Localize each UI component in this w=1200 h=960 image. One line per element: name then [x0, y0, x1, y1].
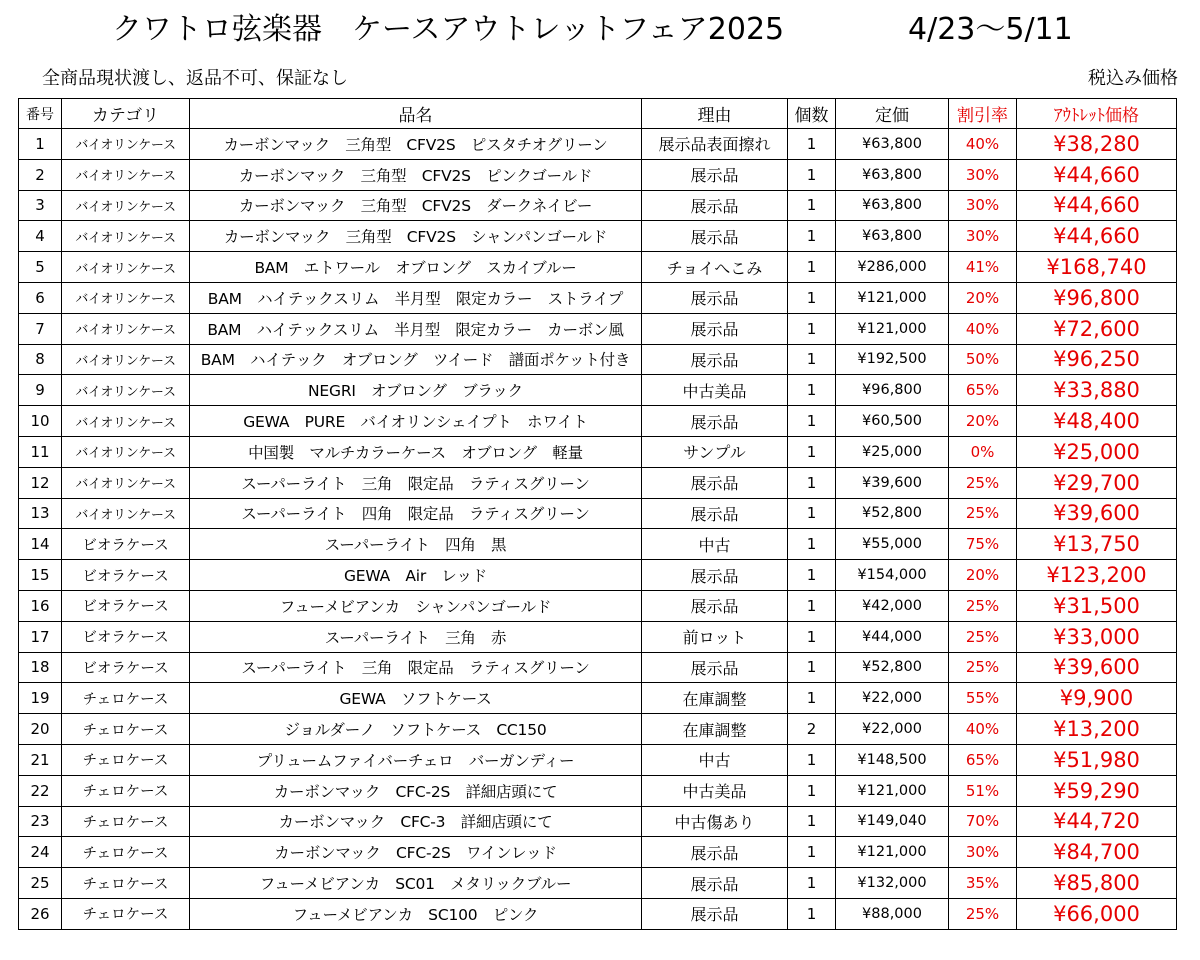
row-product-name: GEWA PURE バイオリンシェイプト ホワイト — [190, 406, 642, 437]
row-product-name: スーパーライト 四角 黒 — [190, 529, 642, 560]
header-outlet: ｱｳﾄﾚｯﾄ価格 — [1017, 99, 1177, 129]
row-outlet-price: ¥39,600 — [1017, 498, 1177, 529]
row-product-name: BAM ハイテック オブロング ツイード 譜面ポケット付き — [190, 344, 642, 375]
row-outlet-price: ¥51,980 — [1017, 744, 1177, 775]
row-reason: チョイへこみ — [642, 252, 788, 283]
row-outlet-price: ¥13,750 — [1017, 529, 1177, 560]
row-discount-rate: 30% — [949, 190, 1017, 221]
row-reason: 展示品表面擦れ — [642, 129, 788, 160]
row-quantity: 1 — [788, 775, 836, 806]
row-category: ビオラケース — [62, 590, 190, 621]
row-category: チェロケース — [62, 744, 190, 775]
row-outlet-price: ¥9,900 — [1017, 683, 1177, 714]
row-discount-rate: 50% — [949, 344, 1017, 375]
row-number: 4 — [19, 221, 62, 252]
row-list-price: ¥121,000 — [836, 313, 949, 344]
row-quantity: 1 — [788, 313, 836, 344]
row-number: 13 — [19, 498, 62, 529]
row-list-price: ¥149,040 — [836, 806, 949, 837]
row-reason: 中古美品 — [642, 375, 788, 406]
row-number: 5 — [19, 252, 62, 283]
row-outlet-price: ¥13,200 — [1017, 714, 1177, 745]
row-reason: 中古美品 — [642, 775, 788, 806]
row-product-name: BAM エトワール オブロング スカイブルー — [190, 252, 642, 283]
row-reason: 展示品 — [642, 868, 788, 899]
row-list-price: ¥22,000 — [836, 714, 949, 745]
header-no: 番号 — [19, 99, 62, 129]
table-row — [19, 159, 1177, 190]
tax-note: 税込み価格 — [1088, 68, 1178, 89]
row-number: 3 — [19, 190, 62, 221]
row-quantity: 1 — [788, 159, 836, 190]
row-number: 11 — [19, 436, 62, 467]
row-product-name: スーパーライト 四角 限定品 ラティスグリーン — [190, 498, 642, 529]
row-discount-rate: 20% — [949, 282, 1017, 313]
row-discount-rate: 25% — [949, 652, 1017, 683]
header-rate: 割引率 — [949, 99, 1017, 129]
row-outlet-price: ¥25,000 — [1017, 436, 1177, 467]
row-quantity: 1 — [788, 837, 836, 868]
table-row — [19, 683, 1177, 714]
row-category: バイオリンケース — [62, 221, 190, 252]
row-category: チェロケース — [62, 683, 190, 714]
row-quantity: 1 — [788, 375, 836, 406]
row-number: 23 — [19, 806, 62, 837]
row-category: ビオラケース — [62, 529, 190, 560]
row-discount-rate: 25% — [949, 498, 1017, 529]
table-row — [19, 313, 1177, 344]
row-list-price: ¥96,800 — [836, 375, 949, 406]
row-number: 16 — [19, 590, 62, 621]
row-discount-rate: 55% — [949, 683, 1017, 714]
row-reason: 展示品 — [642, 498, 788, 529]
row-outlet-price: ¥84,700 — [1017, 837, 1177, 868]
row-product-name: フューメビアンカ SC01 メタリックブルー — [190, 868, 642, 899]
row-quantity: 1 — [788, 282, 836, 313]
row-quantity: 1 — [788, 590, 836, 621]
table-row — [19, 190, 1177, 221]
header-category: カテゴリ — [62, 99, 190, 129]
row-number: 19 — [19, 683, 62, 714]
row-discount-rate: 25% — [949, 467, 1017, 498]
row-list-price: ¥154,000 — [836, 560, 949, 591]
table-row — [19, 529, 1177, 560]
row-category: バイオリンケース — [62, 467, 190, 498]
table-row — [19, 221, 1177, 252]
row-outlet-price: ¥44,720 — [1017, 806, 1177, 837]
row-category: バイオリンケース — [62, 406, 190, 437]
row-product-name: BAM ハイテックスリム 半月型 限定カラー カーボン風 — [190, 313, 642, 344]
row-category: ビオラケース — [62, 560, 190, 591]
row-quantity: 1 — [788, 467, 836, 498]
row-category: ビオラケース — [62, 621, 190, 652]
row-reason: 在庫調整 — [642, 683, 788, 714]
row-quantity: 1 — [788, 498, 836, 529]
row-discount-rate: 40% — [949, 129, 1017, 160]
row-number: 15 — [19, 560, 62, 591]
row-product-name: GEWA Air レッド — [190, 560, 642, 591]
row-number: 12 — [19, 467, 62, 498]
row-number: 8 — [19, 344, 62, 375]
row-number: 21 — [19, 744, 62, 775]
row-number: 22 — [19, 775, 62, 806]
row-discount-rate: 70% — [949, 806, 1017, 837]
row-product-name: フューメビアンカ SC100 ピンク — [190, 898, 642, 929]
row-reason: 展示品 — [642, 313, 788, 344]
row-discount-rate: 40% — [949, 714, 1017, 745]
table-row — [19, 498, 1177, 529]
row-reason: 展示品 — [642, 406, 788, 437]
row-number: 6 — [19, 282, 62, 313]
row-list-price: ¥148,500 — [836, 744, 949, 775]
header-reason: 理由 — [642, 99, 788, 129]
row-product-name: 中国製 マルチカラーケース オブロング 軽量 — [190, 436, 642, 467]
row-product-name: カーボンマック 三角型 CFV2S シャンパンゴールド — [190, 221, 642, 252]
row-quantity: 1 — [788, 129, 836, 160]
row-quantity: 1 — [788, 898, 836, 929]
row-product-name: NEGRI オブロング ブラック — [190, 375, 642, 406]
row-product-name: カーボンマック CFC-3 詳細店頭にて — [190, 806, 642, 837]
page-header — [0, 0, 1200, 46]
row-category: バイオリンケース — [62, 344, 190, 375]
row-category: チェロケース — [62, 806, 190, 837]
table-row — [19, 775, 1177, 806]
row-reason: 展示品 — [642, 898, 788, 929]
row-product-name: プリュームファイバーチェロ バーガンディー — [190, 744, 642, 775]
row-product-name: フューメビアンカ シャンパンゴールド — [190, 590, 642, 621]
row-product-name: スーパーライト 三角 赤 — [190, 621, 642, 652]
row-product-name: カーボンマック CFC-2S ワインレッド — [190, 837, 642, 868]
row-outlet-price: ¥96,800 — [1017, 282, 1177, 313]
row-product-name: スーパーライト 三角 限定品 ラティスグリーン — [190, 467, 642, 498]
row-product-name: カーボンマック 三角型 CFV2S ピンクゴールド — [190, 159, 642, 190]
row-outlet-price: ¥33,880 — [1017, 375, 1177, 406]
row-list-price: ¥192,500 — [836, 344, 949, 375]
row-list-price: ¥63,800 — [836, 159, 949, 190]
row-product-name: カーボンマック CFC-2S 詳細店頭にて — [190, 775, 642, 806]
table-row — [19, 344, 1177, 375]
row-number: 1 — [19, 129, 62, 160]
row-number: 9 — [19, 375, 62, 406]
row-outlet-price: ¥44,660 — [1017, 159, 1177, 190]
table-row — [19, 744, 1177, 775]
row-product-name: カーボンマック 三角型 CFV2S ピスタチオグリーン — [190, 129, 642, 160]
row-outlet-price: ¥96,250 — [1017, 344, 1177, 375]
table-row — [19, 436, 1177, 467]
table-row — [19, 806, 1177, 837]
page-title: クワトロ弦楽器 ケースアウトレットフェア2025 — [112, 12, 785, 47]
row-category: バイオリンケース — [62, 190, 190, 221]
table-row — [19, 898, 1177, 929]
row-list-price: ¥121,000 — [836, 837, 949, 868]
row-category: ビオラケース — [62, 652, 190, 683]
row-category: バイオリンケース — [62, 436, 190, 467]
row-outlet-price: ¥38,280 — [1017, 129, 1177, 160]
row-quantity: 1 — [788, 344, 836, 375]
row-list-price: ¥52,800 — [836, 498, 949, 529]
row-number: 7 — [19, 313, 62, 344]
row-reason: 展示品 — [642, 190, 788, 221]
row-outlet-price: ¥168,740 — [1017, 252, 1177, 283]
row-outlet-price: ¥48,400 — [1017, 406, 1177, 437]
row-number: 14 — [19, 529, 62, 560]
row-list-price: ¥63,800 — [836, 221, 949, 252]
row-category: バイオリンケース — [62, 252, 190, 283]
row-list-price: ¥63,800 — [836, 190, 949, 221]
row-discount-rate: 65% — [949, 375, 1017, 406]
row-reason: 中古 — [642, 744, 788, 775]
row-reason: 展示品 — [642, 837, 788, 868]
row-quantity: 1 — [788, 806, 836, 837]
row-reason: 展示品 — [642, 344, 788, 375]
row-outlet-price: ¥31,500 — [1017, 590, 1177, 621]
table-row — [19, 375, 1177, 406]
row-product-name: カーボンマック 三角型 CFV2S ダークネイビー — [190, 190, 642, 221]
row-outlet-price: ¥59,290 — [1017, 775, 1177, 806]
row-discount-rate: 30% — [949, 837, 1017, 868]
row-outlet-price: ¥85,800 — [1017, 868, 1177, 899]
row-category: バイオリンケース — [62, 498, 190, 529]
row-reason: 展示品 — [642, 221, 788, 252]
row-discount-rate: 30% — [949, 159, 1017, 190]
row-outlet-price: ¥39,600 — [1017, 652, 1177, 683]
table-row — [19, 252, 1177, 283]
table-row — [19, 406, 1177, 437]
row-number: 2 — [19, 159, 62, 190]
row-quantity: 1 — [788, 436, 836, 467]
row-list-price: ¥52,800 — [836, 652, 949, 683]
condition-note: 全商品現状渡し、返品不可、保証なし — [42, 68, 348, 89]
row-outlet-price: ¥44,660 — [1017, 221, 1177, 252]
table-row — [19, 714, 1177, 745]
row-reason: サンプル — [642, 436, 788, 467]
table-row — [19, 652, 1177, 683]
row-number: 24 — [19, 837, 62, 868]
row-quantity: 1 — [788, 190, 836, 221]
header-price: 定価 — [836, 99, 949, 129]
row-outlet-price: ¥72,600 — [1017, 313, 1177, 344]
table-header-row — [19, 99, 1177, 129]
row-outlet-price: ¥33,000 — [1017, 621, 1177, 652]
row-discount-rate: 75% — [949, 529, 1017, 560]
row-list-price: ¥42,000 — [836, 590, 949, 621]
table-row — [19, 868, 1177, 899]
row-list-price: ¥63,800 — [836, 129, 949, 160]
row-discount-rate: 30% — [949, 221, 1017, 252]
row-number: 10 — [19, 406, 62, 437]
table-row — [19, 467, 1177, 498]
row-discount-rate: 35% — [949, 868, 1017, 899]
row-category: チェロケース — [62, 714, 190, 745]
table-row — [19, 129, 1177, 160]
row-product-name: ジョルダーノ ソフトケース CC150 — [190, 714, 642, 745]
table-row — [19, 282, 1177, 313]
row-quantity: 1 — [788, 252, 836, 283]
row-discount-rate: 25% — [949, 898, 1017, 929]
row-reason: 中古 — [642, 529, 788, 560]
row-discount-rate: 20% — [949, 560, 1017, 591]
row-reason: 展示品 — [642, 282, 788, 313]
row-quantity: 1 — [788, 868, 836, 899]
row-reason: 展示品 — [642, 652, 788, 683]
row-reason: 中古傷あり — [642, 806, 788, 837]
row-reason: 前ロット — [642, 621, 788, 652]
row-discount-rate: 40% — [949, 313, 1017, 344]
row-number: 18 — [19, 652, 62, 683]
row-category: バイオリンケース — [62, 313, 190, 344]
row-reason: 展示品 — [642, 560, 788, 591]
row-list-price: ¥132,000 — [836, 868, 949, 899]
row-quantity: 1 — [788, 621, 836, 652]
row-category: バイオリンケース — [62, 159, 190, 190]
row-quantity: 1 — [788, 744, 836, 775]
table-row — [19, 590, 1177, 621]
outlet-price-table — [18, 98, 1177, 930]
row-discount-rate: 20% — [949, 406, 1017, 437]
row-reason: 展示品 — [642, 159, 788, 190]
row-discount-rate: 51% — [949, 775, 1017, 806]
row-list-price: ¥39,600 — [836, 467, 949, 498]
header-name: 品名 — [190, 99, 642, 129]
table-row — [19, 560, 1177, 591]
row-reason: 展示品 — [642, 467, 788, 498]
row-quantity: 1 — [788, 221, 836, 252]
row-product-name: スーパーライト 三角 限定品 ラティスグリーン — [190, 652, 642, 683]
row-discount-rate: 25% — [949, 621, 1017, 652]
row-quantity: 1 — [788, 529, 836, 560]
row-number: 25 — [19, 868, 62, 899]
fair-period: 4/23～5/11 — [908, 12, 1073, 47]
row-number: 17 — [19, 621, 62, 652]
row-outlet-price: ¥44,660 — [1017, 190, 1177, 221]
row-category: チェロケース — [62, 898, 190, 929]
row-category: チェロケース — [62, 775, 190, 806]
row-list-price: ¥60,500 — [836, 406, 949, 437]
header-qty: 個数 — [788, 99, 836, 129]
row-discount-rate: 65% — [949, 744, 1017, 775]
row-number: 20 — [19, 714, 62, 745]
row-list-price: ¥55,000 — [836, 529, 949, 560]
row-discount-rate: 41% — [949, 252, 1017, 283]
table-body — [19, 129, 1177, 930]
row-category: バイオリンケース — [62, 282, 190, 313]
table-row — [19, 837, 1177, 868]
row-product-name: BAM ハイテックスリム 半月型 限定カラー ストライプ — [190, 282, 642, 313]
row-list-price: ¥44,000 — [836, 621, 949, 652]
row-list-price: ¥88,000 — [836, 898, 949, 929]
row-reason: 在庫調整 — [642, 714, 788, 745]
row-list-price: ¥25,000 — [836, 436, 949, 467]
table-row — [19, 621, 1177, 652]
row-category: バイオリンケース — [62, 375, 190, 406]
row-quantity: 1 — [788, 652, 836, 683]
row-list-price: ¥22,000 — [836, 683, 949, 714]
row-list-price: ¥286,000 — [836, 252, 949, 283]
row-number: 26 — [19, 898, 62, 929]
row-category: チェロケース — [62, 837, 190, 868]
row-reason: 展示品 — [642, 590, 788, 621]
row-quantity: 1 — [788, 560, 836, 591]
row-outlet-price: ¥29,700 — [1017, 467, 1177, 498]
row-category: チェロケース — [62, 868, 190, 899]
row-discount-rate: 0% — [949, 436, 1017, 467]
row-list-price: ¥121,000 — [836, 775, 949, 806]
row-quantity: 2 — [788, 714, 836, 745]
row-product-name: GEWA ソフトケース — [190, 683, 642, 714]
row-list-price: ¥121,000 — [836, 282, 949, 313]
row-outlet-price: ¥123,200 — [1017, 560, 1177, 591]
row-quantity: 1 — [788, 406, 836, 437]
row-category: バイオリンケース — [62, 129, 190, 160]
row-discount-rate: 25% — [949, 590, 1017, 621]
row-quantity: 1 — [788, 683, 836, 714]
row-outlet-price: ¥66,000 — [1017, 898, 1177, 929]
